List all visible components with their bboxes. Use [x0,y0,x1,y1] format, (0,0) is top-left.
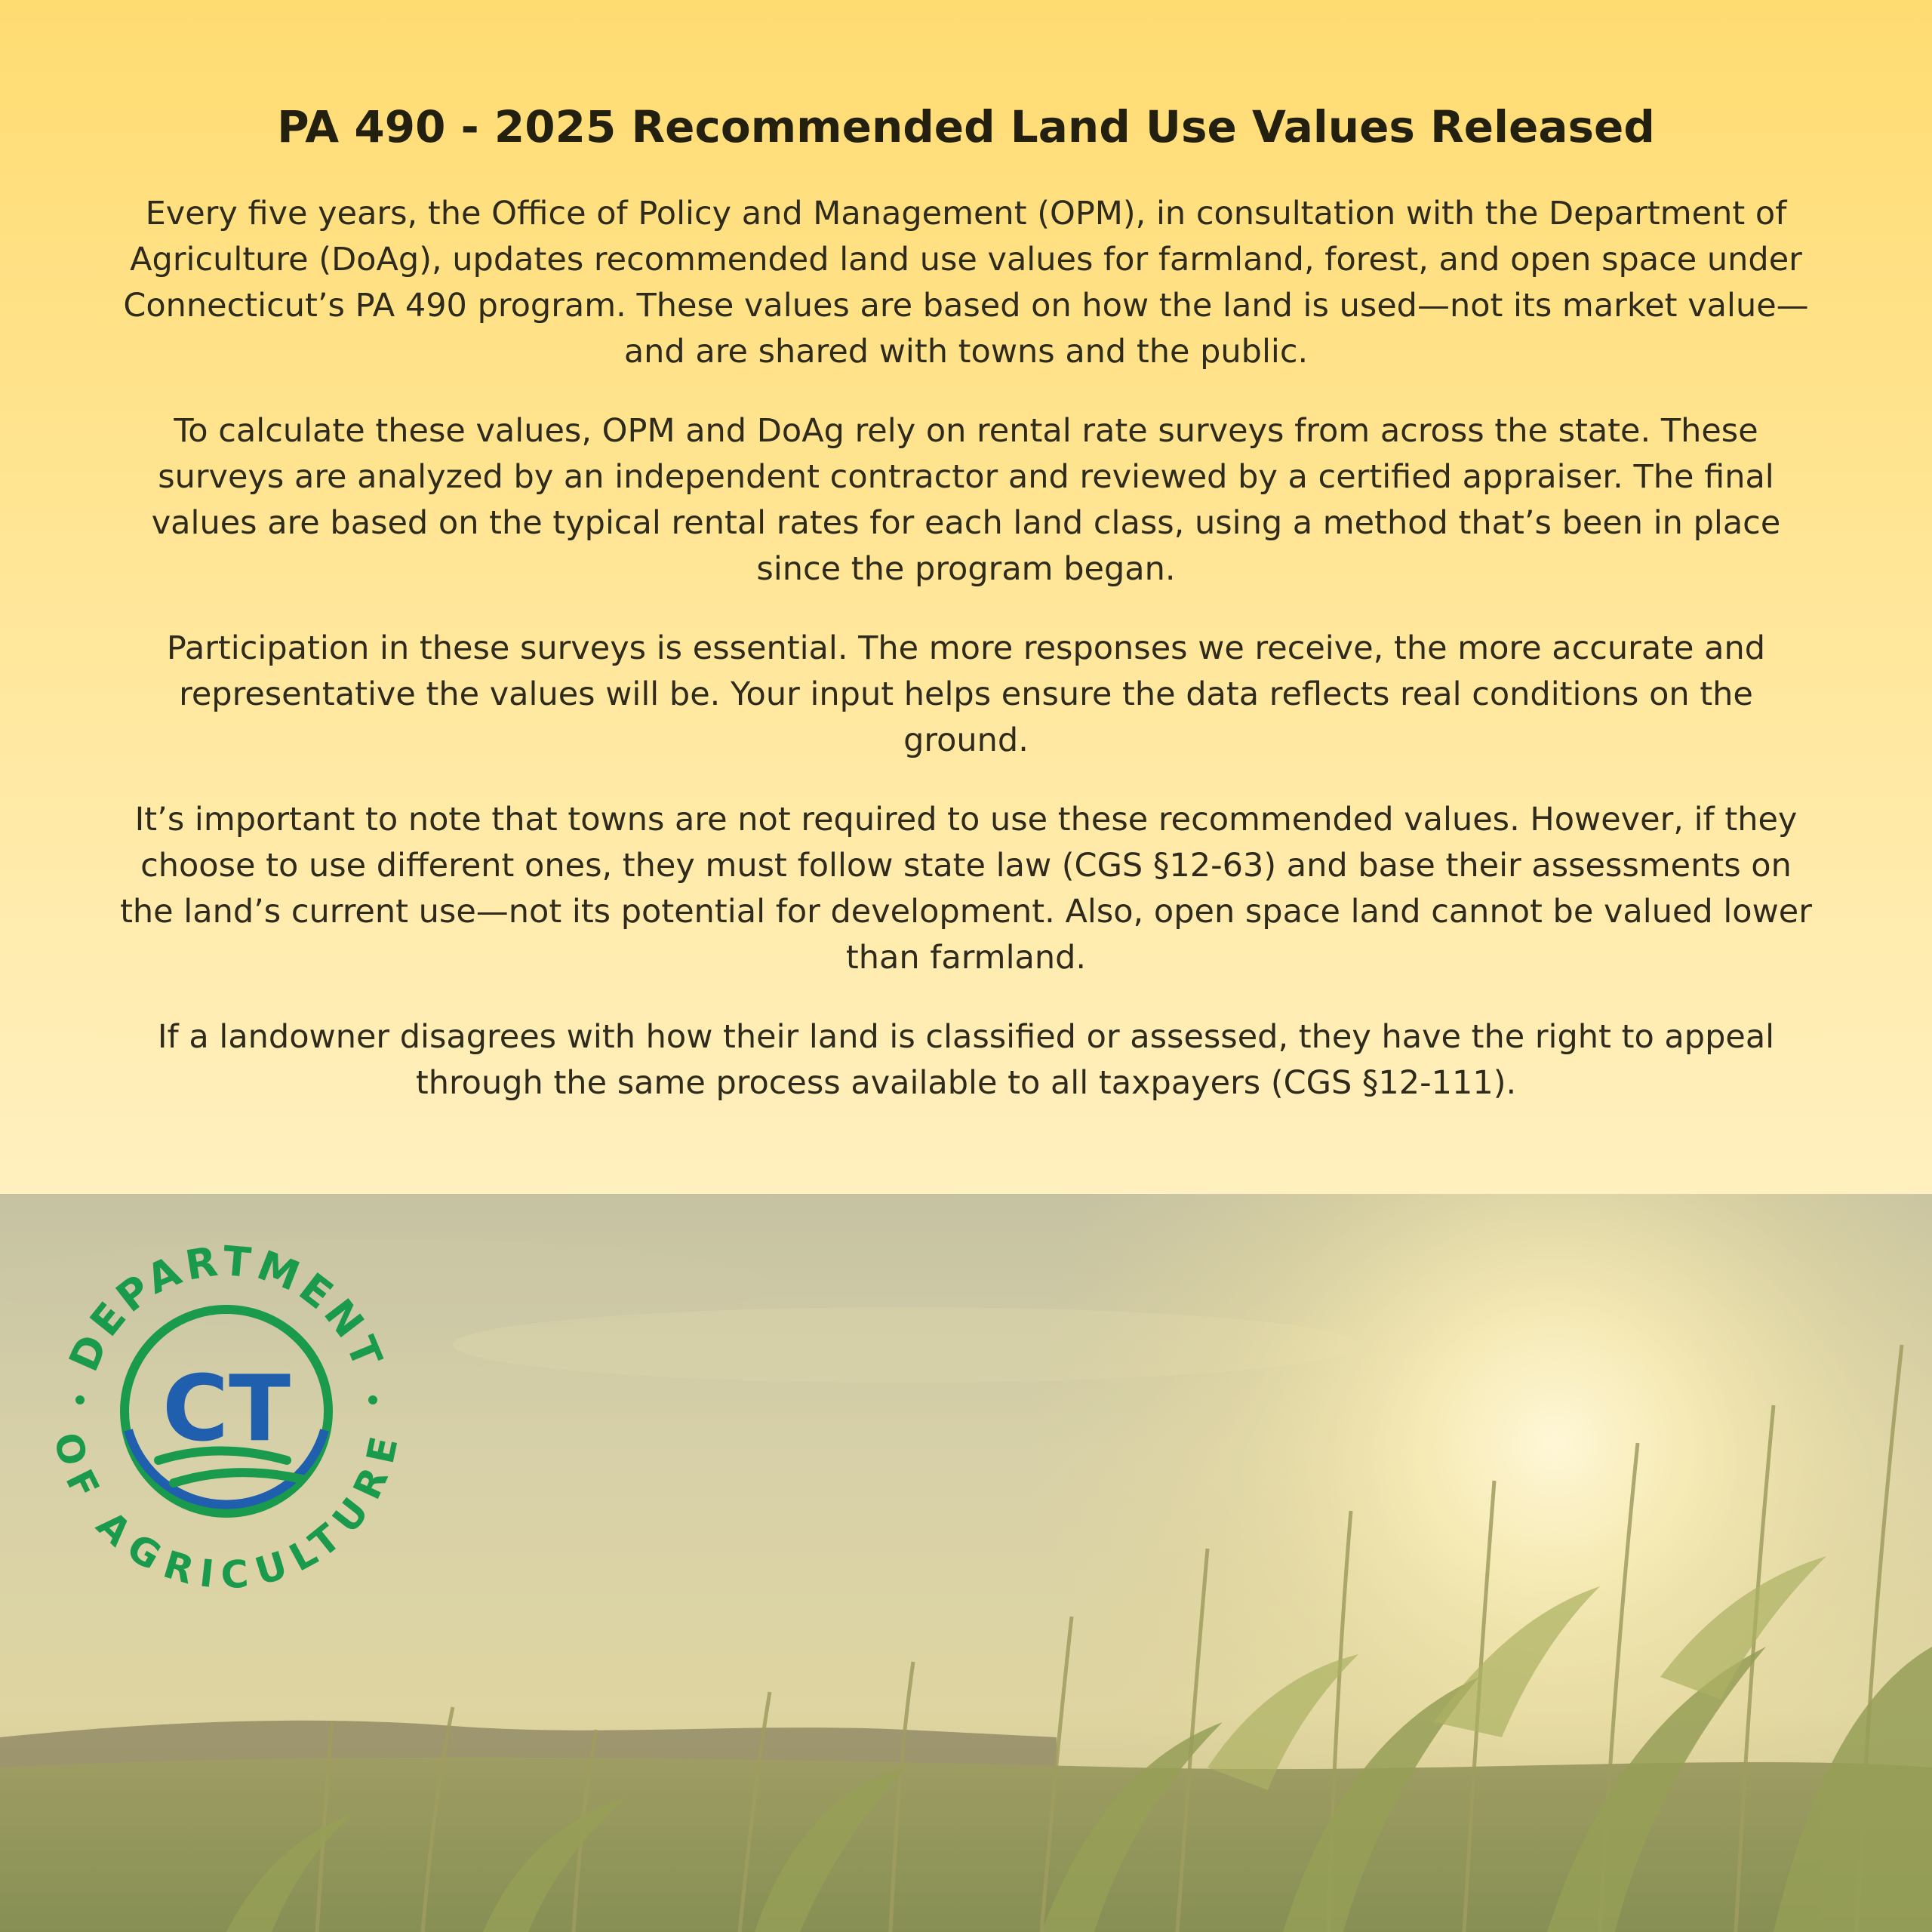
logo-top-arc-text: DEPARTMENT [60,1237,393,1378]
page-title: PA 490 - 2025 Recommended Land Use Values Released [277,101,1655,152]
paragraph-4: It’s important to note that towns are not required to use these recommended values. However, if they choose to use different ones, they must follow state law (CGS §12-63) and base their assessments on the land’s current use—not its potential for development. Also, open space land cannot be valued lower than farmland. [120,801,1812,977]
paragraph-5: If a landowner disagrees with how their land is classified or assessed, they have the right to appeal through the same process available to all taxpayers (CGS §12-111). [157,1018,1775,1102]
paragraph-1: Every five years, the Office of Policy and Management (OPM), in consultation with the Department of Agriculture (DoAg), updates recommended land use values for farmland, forest, and open space under Connecticut’s PA 490 program. These values are based on how the land is used—not its market value—and are shared with towns and the public. [123,195,1809,371]
paragraph-3: Participation in these surveys is essential. The more responses we receive, the more accurate and representative the values will be. Your input helps ensure the data reflects real conditions on the ground. [166,629,1766,759]
paragraph-2: To calculate these values, OPM and DoAg rely on rental rate surveys from across the state. These surveys are analyzed by an independent contractor and reviewed by a certified appraiser. The final values are based on the typical rental rates for each land class, using a method that’s been in place since the program began. [151,412,1781,588]
field-furrow-icon-2 [174,1472,302,1483]
article-body [113,191,1819,1140]
department-of-agriculture-logo [45,1230,408,1595]
logo-initials: CT [162,1357,291,1462]
logo-bottom-arc-text: OF AGRICULTURE [45,1428,408,1592]
